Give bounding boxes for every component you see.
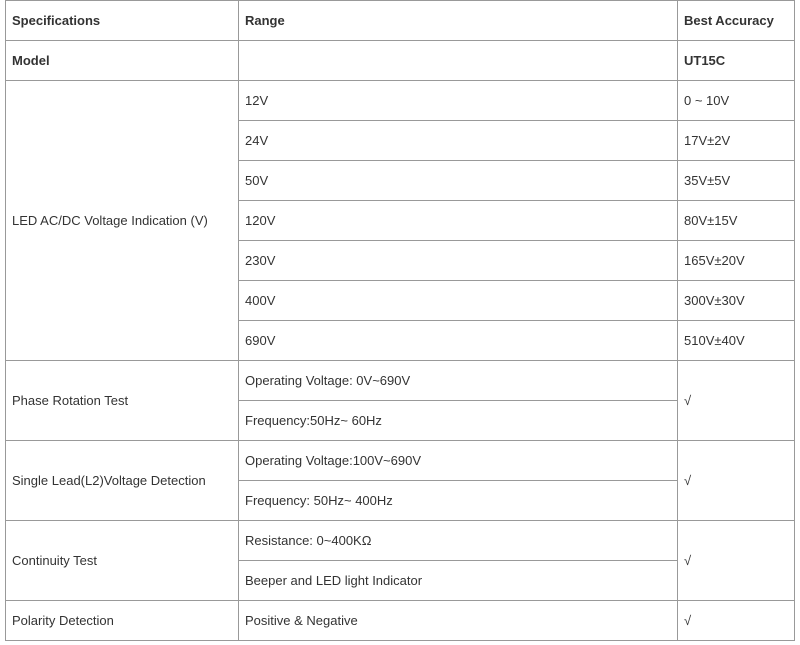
voltage-accuracy-cell: 80V±15V [678, 201, 795, 241]
model-range [239, 41, 678, 81]
voltage-accuracy-cell: 165V±20V [678, 241, 795, 281]
phase-rotation-range-cell: Frequency:50Hz~ 60Hz [239, 401, 678, 441]
single-lead-check: √ [678, 441, 795, 521]
continuity-label: Continuity Test [6, 521, 239, 601]
single-lead-range-cell: Operating Voltage:100V~690V [239, 441, 678, 481]
phase-rotation-label: Phase Rotation Test [6, 361, 239, 441]
table-row [6, 361, 795, 401]
voltage-range-cell: 24V [239, 121, 678, 161]
voltage-range-cell: 12V [239, 81, 678, 121]
header-specifications: Specifications [6, 1, 239, 41]
continuity-range-cell: Beeper and LED light Indicator [239, 561, 678, 601]
voltage-range-cell: 690V [239, 321, 678, 361]
voltage-accuracy-cell: 17V±2V [678, 121, 795, 161]
table-row [6, 601, 795, 641]
phase-rotation-check: √ [678, 361, 795, 441]
single-lead-range-cell: Frequency: 50Hz~ 400Hz [239, 481, 678, 521]
voltage-range-cell: 230V [239, 241, 678, 281]
model-label: Model [6, 41, 239, 81]
voltage-accuracy-cell: 510V±40V [678, 321, 795, 361]
polarity-range-cell: Positive & Negative [239, 601, 678, 641]
continuity-check: √ [678, 521, 795, 601]
voltage-accuracy-cell: 35V±5V [678, 161, 795, 201]
phase-rotation-range-cell: Operating Voltage: 0V~690V [239, 361, 678, 401]
polarity-check: √ [678, 601, 795, 641]
voltage-range-cell: 120V [239, 201, 678, 241]
header-best-accuracy: Best Accuracy [678, 1, 795, 41]
voltage-accuracy-cell: 0 ~ 10V [678, 81, 795, 121]
voltage-accuracy-cell: 300V±30V [678, 281, 795, 321]
table-row [6, 441, 795, 481]
table-row [6, 41, 795, 81]
voltage-range-cell: 50V [239, 161, 678, 201]
continuity-range-cell: Resistance: 0~400KΩ [239, 521, 678, 561]
voltage-indication-label: LED AC/DC Voltage Indication (V) [6, 81, 239, 361]
table-row [6, 81, 795, 121]
header-row [6, 1, 795, 41]
table-row [6, 521, 795, 561]
specifications-table [5, 0, 795, 641]
polarity-label: Polarity Detection [6, 601, 239, 641]
header-range: Range [239, 1, 678, 41]
model-value: UT15C [678, 41, 795, 81]
single-lead-label: Single Lead(L2)Voltage Detection [6, 441, 239, 521]
voltage-range-cell: 400V [239, 281, 678, 321]
